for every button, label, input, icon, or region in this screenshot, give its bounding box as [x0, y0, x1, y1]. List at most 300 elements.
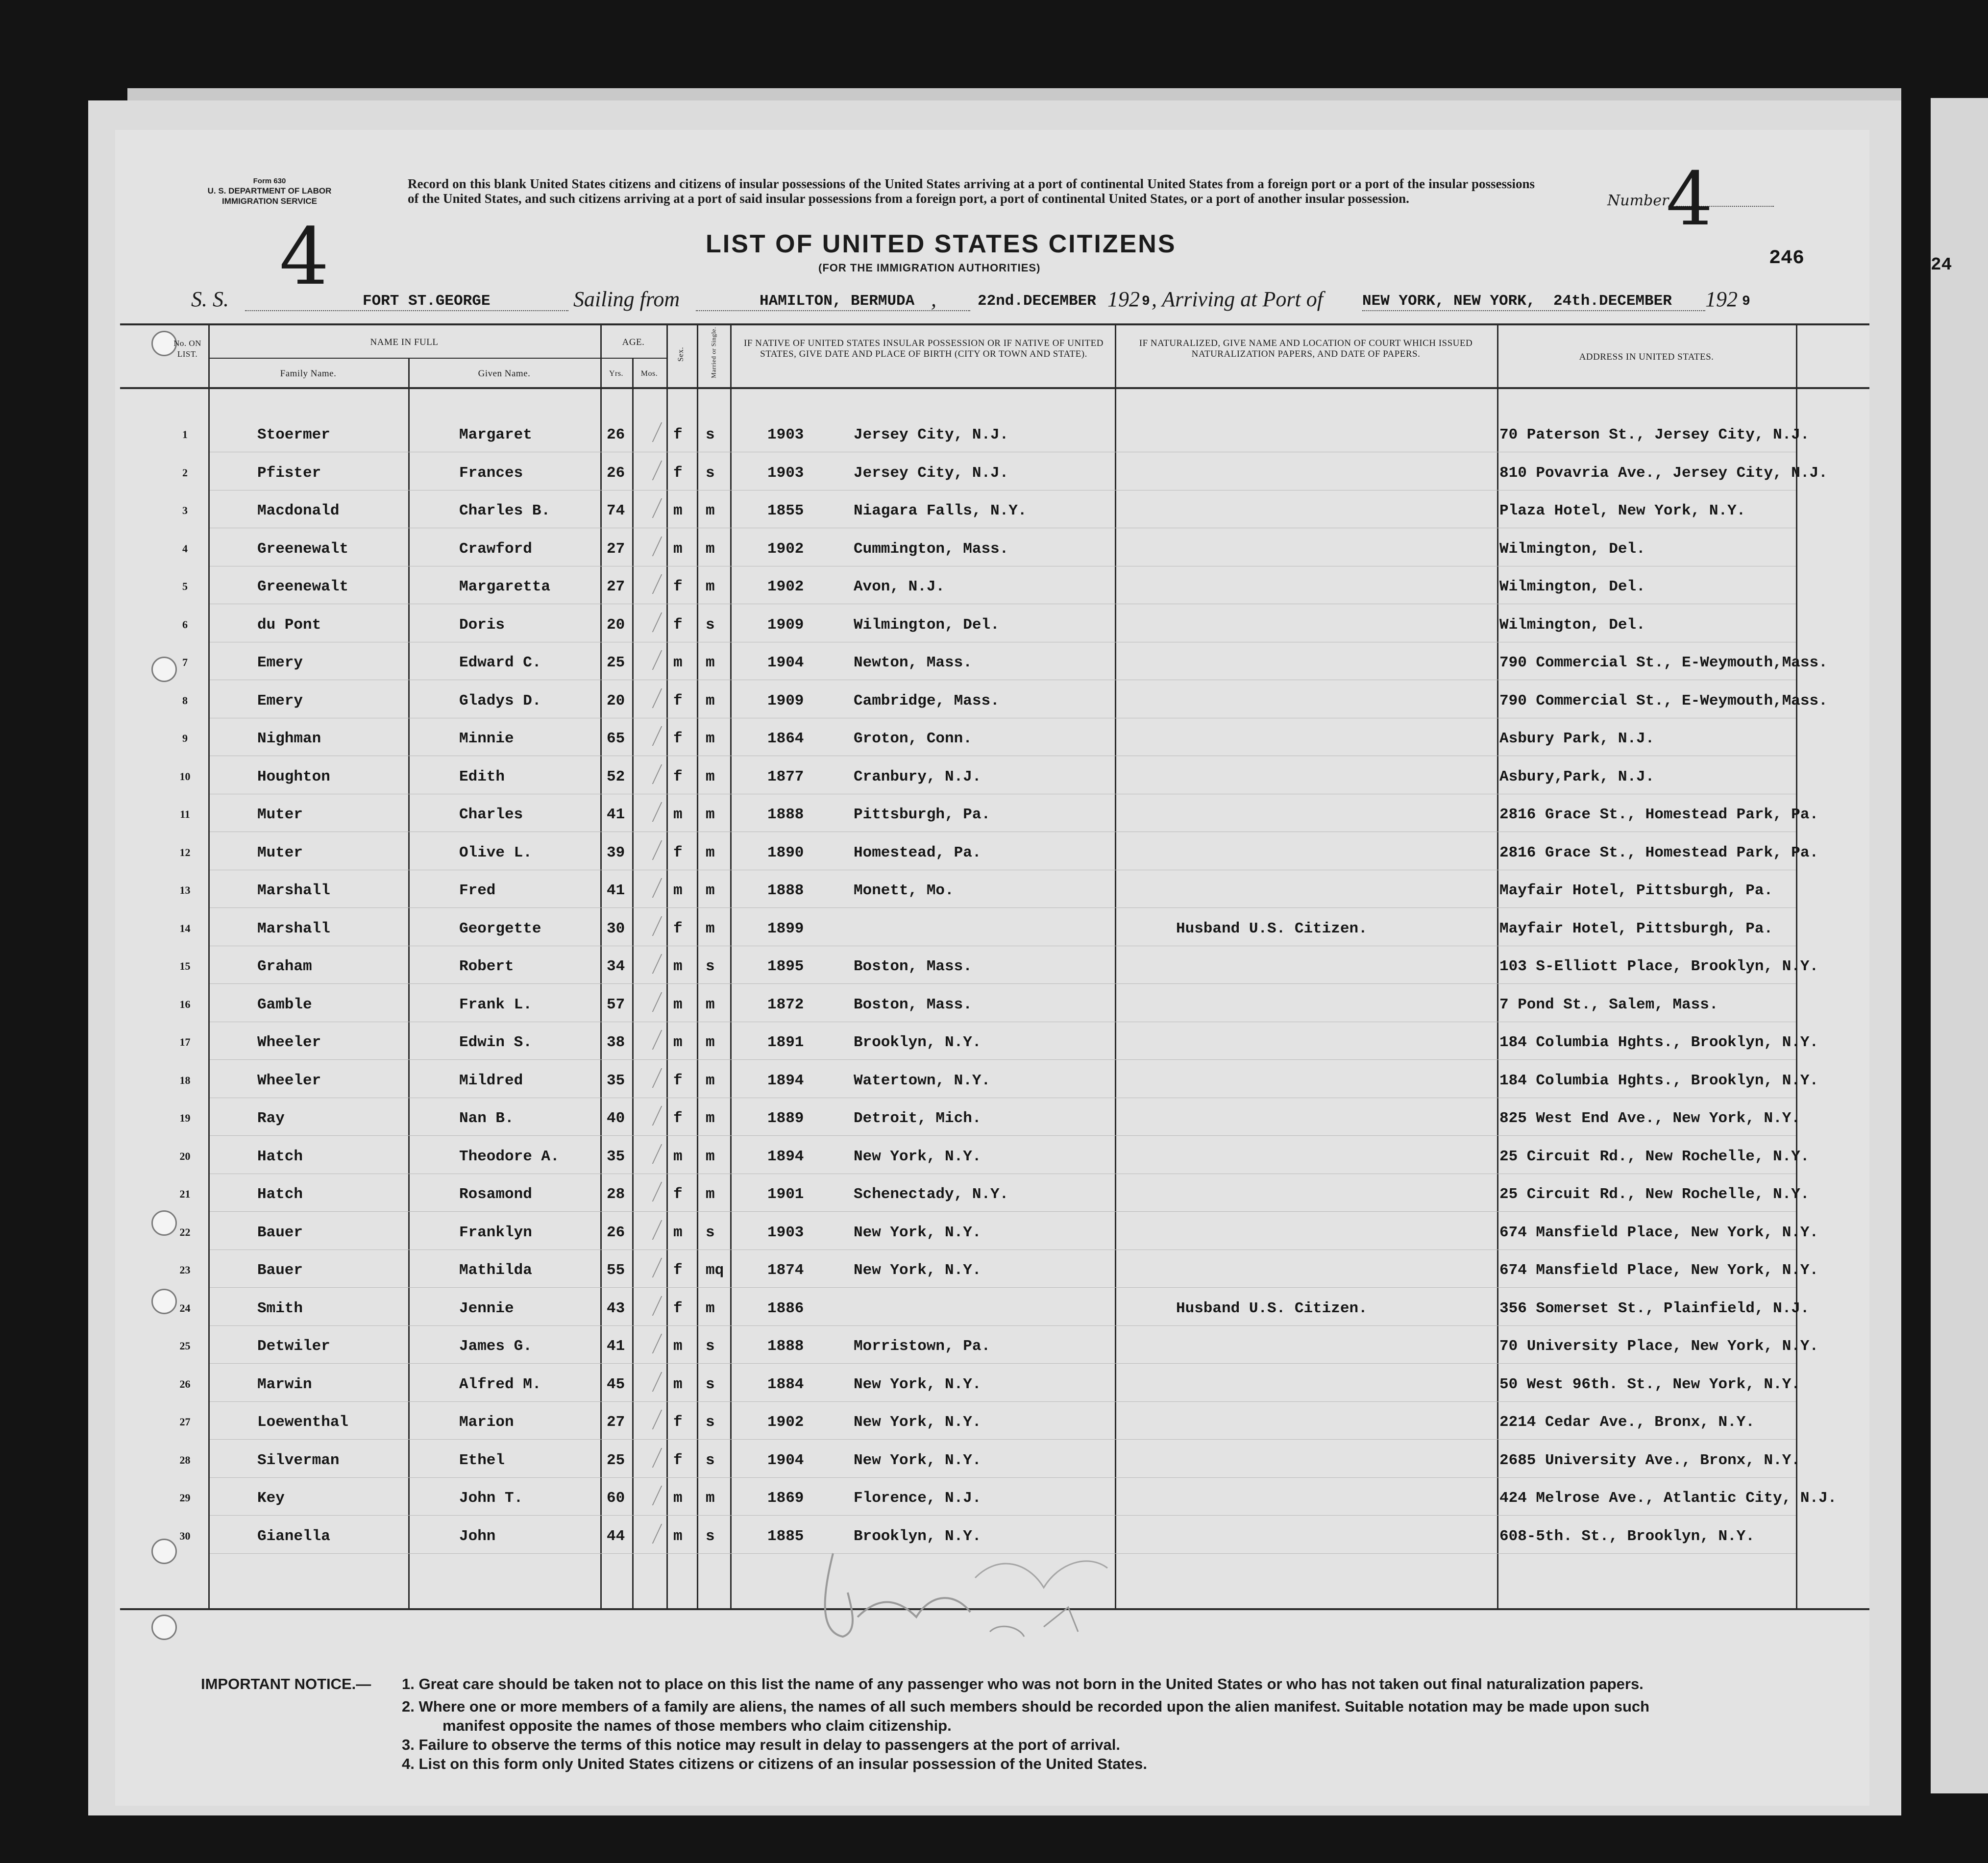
- family-name: Bauer: [257, 1262, 303, 1279]
- arriving-label: , Arriving at Port of: [1152, 287, 1323, 311]
- notice-item-4: 4. List on this form only United States citizens or citizens of an insular possession of the United States.: [402, 1755, 1147, 1772]
- row-divider: [210, 907, 1796, 908]
- row-number: 7: [182, 656, 188, 668]
- given-name: Edwin S.: [459, 1034, 532, 1051]
- given-name: Crawford: [459, 540, 532, 558]
- sex: f: [673, 692, 683, 710]
- given-name: Franklyn: [459, 1224, 532, 1241]
- form-number: Form 630: [253, 177, 286, 185]
- birth-year: 1909: [767, 692, 804, 710]
- age-years: 34: [607, 958, 625, 975]
- birth-place: Boston, Mass.: [854, 958, 972, 975]
- col-header-yrs: Yrs.: [609, 369, 624, 378]
- address: 790 Commercial St., E-Weymouth,Mass.: [1499, 654, 1828, 671]
- birth-place: Cummington, Mass.: [854, 540, 1009, 558]
- row-divider: [210, 1325, 1796, 1326]
- given-name: Mildred: [459, 1072, 523, 1089]
- sailing-label: Sailing from: [573, 287, 680, 311]
- row-divider: [210, 1211, 1796, 1212]
- family-name: Key: [257, 1490, 285, 1507]
- row-number: 12: [179, 846, 191, 858]
- age-years: 65: [607, 730, 625, 747]
- age-years: 41: [607, 882, 625, 899]
- handwritten-annotation: [813, 1534, 1117, 1651]
- col-divider: [1497, 324, 1498, 1609]
- marital-status: m: [706, 1034, 715, 1051]
- address: Plaza Hotel, New York, N.Y.: [1499, 502, 1746, 519]
- given-name: Frank L.: [459, 996, 532, 1013]
- handwritten-list-number: 4: [279, 211, 329, 302]
- row-divider: [210, 983, 1796, 984]
- marital-status: s: [706, 1451, 715, 1469]
- birth-year: 1888: [767, 806, 804, 823]
- birth-place: Homestead, Pa.: [854, 844, 982, 861]
- birth-year: 1884: [767, 1375, 804, 1393]
- row-number: 2: [182, 466, 188, 479]
- punch-hole: [151, 1539, 177, 1564]
- birth-year: 1895: [767, 958, 804, 975]
- birth-place: Schenectady, N.Y.: [854, 1186, 1009, 1203]
- given-name: Minnie: [459, 730, 514, 747]
- birth-year: 1874: [767, 1262, 804, 1279]
- departure-year-prefix: 192: [1107, 287, 1140, 311]
- number-label: Number: [1607, 192, 1669, 209]
- row-divider: [210, 1401, 1796, 1402]
- row-number: 11: [180, 808, 190, 820]
- marital-status: m: [706, 920, 715, 937]
- row-number: 18: [179, 1074, 191, 1086]
- birth-year: 1899: [767, 920, 804, 937]
- col-header-address: ADDRESS IN UNITED STATES.: [1579, 352, 1714, 362]
- service-label: IMMIGRATION SERVICE: [222, 196, 317, 206]
- given-name: Fred: [459, 882, 496, 899]
- given-name: Gladys D.: [459, 692, 541, 710]
- age-years: 20: [607, 616, 625, 634]
- address: 184 Columbia Hghts., Brooklyn, N.Y.: [1499, 1072, 1819, 1089]
- notice-heading: IMPORTANT NOTICE.—: [201, 1675, 371, 1692]
- address: 2685 University Ave., Bronx, N.Y.: [1499, 1451, 1800, 1469]
- family-name: Smith: [257, 1299, 303, 1317]
- sex: m: [673, 1375, 683, 1393]
- arrival-port: NEW YORK, NEW YORK,: [1362, 293, 1536, 310]
- age-years: 27: [607, 578, 625, 595]
- marital-status: s: [706, 464, 715, 482]
- col-header-sex: Sex.: [677, 347, 685, 362]
- given-name: Nan B.: [459, 1110, 514, 1127]
- birth-place: New York, N.Y.: [854, 1262, 982, 1279]
- table-top-border: [120, 323, 1869, 325]
- departure-date: 22nd.DECEMBER: [978, 293, 1096, 310]
- row-number: 5: [182, 580, 188, 592]
- address: 50 West 96th. St., New York, N.Y.: [1499, 1375, 1800, 1393]
- address: 810 Povavria Ave., Jersey City, N.J.: [1499, 464, 1828, 482]
- row-number: 16: [179, 998, 191, 1010]
- row-number: 23: [179, 1264, 191, 1276]
- row-number: 27: [179, 1416, 191, 1428]
- age-years: 35: [607, 1072, 625, 1089]
- birth-year: 1891: [767, 1034, 804, 1051]
- age-years: 26: [607, 1224, 625, 1241]
- given-name: Charles: [459, 806, 523, 823]
- row-number: 13: [179, 884, 191, 896]
- birth-place: Pittsburgh, Pa.: [854, 806, 991, 823]
- address: 103 S-Elliott Place, Brooklyn, N.Y.: [1499, 958, 1819, 975]
- sex: m: [673, 654, 683, 671]
- birth-place: Cambridge, Mass.: [854, 692, 1000, 710]
- marital-status: m: [706, 1299, 715, 1317]
- address: Asbury,Park, N.J.: [1499, 768, 1655, 785]
- age-years: 30: [607, 920, 625, 937]
- family-name: Hatch: [257, 1148, 303, 1165]
- row-number: 21: [179, 1188, 191, 1200]
- marital-status: s: [706, 1224, 715, 1241]
- family-name: Greenewalt: [257, 540, 349, 558]
- row-divider: [210, 1135, 1796, 1136]
- marital-status: m: [706, 654, 715, 671]
- family-name: Muter: [257, 806, 303, 823]
- address: 790 Commercial St., E-Weymouth,Mass.: [1499, 692, 1828, 710]
- address: 2816 Grace St., Homestead Park, Pa.: [1499, 844, 1819, 861]
- family-name: Detwiler: [257, 1338, 330, 1355]
- marital-status: m: [706, 730, 715, 747]
- row-number: 4: [182, 542, 188, 555]
- row-number: 22: [179, 1226, 191, 1238]
- family-name: Wheeler: [257, 1034, 321, 1051]
- family-name: Loewenthal: [257, 1414, 349, 1431]
- sex: m: [673, 882, 683, 899]
- family-name: Macdonald: [257, 502, 340, 519]
- row-number: 29: [179, 1492, 191, 1504]
- marital-status: m: [706, 1110, 715, 1127]
- birth-place: New York, N.Y.: [854, 1375, 982, 1393]
- comma: ,: [931, 287, 936, 311]
- given-name: Edith: [459, 768, 505, 785]
- family-name: Marwin: [257, 1375, 312, 1393]
- sex: f: [673, 616, 683, 634]
- marital-status: mq: [706, 1262, 724, 1279]
- birth-year: 1855: [767, 502, 804, 519]
- birth-year: 1885: [767, 1527, 804, 1545]
- birth-year: 1902: [767, 540, 804, 558]
- row-divider: [210, 1287, 1796, 1288]
- col-header-age: AGE.: [622, 337, 645, 347]
- age-years: 60: [607, 1490, 625, 1507]
- sex: m: [673, 502, 683, 519]
- marital-status: s: [706, 616, 715, 634]
- sex: m: [673, 1224, 683, 1241]
- address: Mayfair Hotel, Pittsburgh, Pa.: [1499, 882, 1773, 899]
- sex: f: [673, 844, 683, 861]
- age-years: 27: [607, 1414, 625, 1431]
- marital-status: m: [706, 844, 715, 861]
- marital-status: m: [706, 502, 715, 519]
- age-years: 55: [607, 1262, 625, 1279]
- sex: f: [673, 1451, 683, 1469]
- birth-year: 1869: [767, 1490, 804, 1507]
- ss-label: S. S.: [191, 287, 229, 311]
- col-header-family: Family Name.: [280, 368, 337, 379]
- family-name: Gianella: [257, 1527, 330, 1545]
- row-number: 24: [179, 1301, 191, 1314]
- row-number: 19: [179, 1112, 191, 1124]
- edge-page-stamp: 24: [1931, 255, 1952, 275]
- birth-year: 1901: [767, 1186, 804, 1203]
- row-number: 9: [182, 732, 188, 744]
- punch-hole: [151, 1615, 177, 1640]
- birth-place: New York, N.Y.: [854, 1451, 982, 1469]
- address: 2214 Cedar Ave., Bronx, N.Y.: [1499, 1414, 1755, 1431]
- family-name: Gamble: [257, 996, 312, 1013]
- row-number: 17: [179, 1036, 191, 1048]
- address: 356 Somerset St., Plainfield, N.J.: [1499, 1299, 1810, 1317]
- birth-year: 1902: [767, 1414, 804, 1431]
- form-instructions: Record on this blank United States citizens and citizens of insular possessions of the United States arriving at a port of continental United States from a foreign port or a port of the insular possessions of the United States, and such citizens arriving at a port of said insular possessions from a foreign port, a port of continental United States, or a port of another insular possession.: [408, 176, 1535, 206]
- address: 70 University Place, New York, N.Y.: [1499, 1338, 1819, 1355]
- given-name: Frances: [459, 464, 523, 482]
- table-header-rule: [120, 387, 1869, 389]
- address: 424 Melrose Ave., Atlantic City, N.J.: [1499, 1490, 1837, 1507]
- marital-status: m: [706, 1148, 715, 1165]
- arrival-year-digit: 9: [1742, 294, 1750, 309]
- sex: m: [673, 1527, 683, 1545]
- sex: f: [673, 1414, 683, 1431]
- family-name: Hatch: [257, 1186, 303, 1203]
- given-name: Robert: [459, 958, 514, 975]
- from-underline: [696, 310, 970, 311]
- birth-place: Boston, Mass.: [854, 996, 972, 1013]
- address: 70 Paterson St., Jersey City, N.J.: [1499, 426, 1810, 443]
- age-years: 45: [607, 1375, 625, 1393]
- name-subheader-rule: [208, 358, 649, 359]
- address: 674 Mansfield Place, New York, N.Y.: [1499, 1224, 1819, 1241]
- row-number: 26: [179, 1377, 191, 1390]
- given-name: Rosamond: [459, 1186, 532, 1203]
- family-name: Silverman: [257, 1451, 340, 1469]
- sex: f: [673, 768, 683, 785]
- birth-year: 1903: [767, 464, 804, 482]
- birth-year: 1904: [767, 654, 804, 671]
- birth-place: Morristown, Pa.: [854, 1338, 991, 1355]
- row-number: 10: [179, 770, 191, 783]
- address: 608-5th. St., Brooklyn, N.Y.: [1499, 1527, 1755, 1545]
- birth-year: 1902: [767, 578, 804, 595]
- given-name: Marion: [459, 1414, 514, 1431]
- address: Asbury Park, N.J.: [1499, 730, 1655, 747]
- row-divider: [210, 1515, 1796, 1516]
- age-years: 25: [607, 1451, 625, 1469]
- marital-status: s: [706, 1375, 715, 1393]
- given-name: Mathilda: [459, 1262, 532, 1279]
- family-name: Ray: [257, 1110, 285, 1127]
- row-number: 25: [179, 1340, 191, 1352]
- department-label: U. S. DEPARTMENT OF LABOR: [207, 186, 332, 196]
- row-divider: [210, 1477, 1796, 1478]
- family-name: Wheeler: [257, 1072, 321, 1089]
- given-name: Edward C.: [459, 654, 541, 671]
- age-years: 26: [607, 426, 625, 443]
- age-years: 26: [607, 464, 625, 482]
- age-years: 44: [607, 1527, 625, 1545]
- sex: f: [673, 426, 683, 443]
- birth-year: 1888: [767, 882, 804, 899]
- birth-place: Cranbury, N.J.: [854, 768, 982, 785]
- col-header-naturalized: IF NATURALIZED, GIVE NAME AND LOCATION OF COURT WHICH ISSUED NATURALIZATION PAPERS, AND DATE OF PAPERS.: [1139, 338, 1473, 359]
- birth-year: 1877: [767, 768, 804, 785]
- given-name: Olive L.: [459, 844, 532, 861]
- sex: f: [673, 464, 683, 482]
- birth-place: New York, N.Y.: [854, 1224, 982, 1241]
- marital-status: m: [706, 768, 715, 785]
- marital-status: s: [706, 426, 715, 443]
- row-number: 6: [182, 618, 188, 631]
- marital-status: m: [706, 1186, 715, 1203]
- col-divider: [208, 324, 210, 1609]
- col-divider: [697, 324, 698, 1609]
- birth-place: Brooklyn, N.Y.: [854, 1527, 982, 1545]
- sex: m: [673, 540, 683, 558]
- col-divider: [1115, 324, 1116, 1609]
- col-header-given: Given Name.: [478, 368, 531, 379]
- family-name: du Pont: [257, 616, 321, 634]
- col-divider: [600, 324, 602, 1609]
- age-years: 39: [607, 844, 625, 861]
- address: 25 Circuit Rd., New Rochelle, N.Y.: [1499, 1148, 1810, 1165]
- given-name: Ethel: [459, 1451, 505, 1469]
- address: 825 West End Ave., New York, N.Y.: [1499, 1110, 1800, 1127]
- row-number: 30: [179, 1529, 191, 1542]
- birth-place: Detroit, Mich.: [854, 1110, 982, 1127]
- col-divider: [666, 324, 668, 1609]
- given-name: Alfred M.: [459, 1375, 541, 1393]
- col-divider: [730, 324, 732, 1609]
- given-name: Doris: [459, 616, 505, 634]
- birth-year: 1894: [767, 1072, 804, 1089]
- marital-status: m: [706, 578, 715, 595]
- col-header-mos: Mos.: [640, 369, 658, 378]
- page-title: LIST OF UNITED STATES CITIZENS: [706, 230, 1177, 258]
- family-name: Graham: [257, 958, 312, 975]
- naturalization-note: Husband U.S. Citizen.: [1176, 1299, 1368, 1317]
- sex: f: [673, 1110, 683, 1127]
- birth-year: 1894: [767, 1148, 804, 1165]
- sex: m: [673, 1338, 683, 1355]
- address: Wilmington, Del.: [1499, 540, 1645, 558]
- birth-year: 1903: [767, 1224, 804, 1241]
- age-years: 43: [607, 1299, 625, 1317]
- notice-item-2: 2. Where one or more members of a family are aliens, the names of all such members should be recorded upon the alien manifest. Suitable notation may be made upon such: [402, 1698, 1650, 1715]
- row-divider: [210, 1363, 1796, 1364]
- birth-place: Avon, N.J.: [854, 578, 945, 595]
- birth-year: 1904: [767, 1451, 804, 1469]
- sex: f: [673, 920, 683, 937]
- address: 674 Mansfield Place, New York, N.Y.: [1499, 1262, 1819, 1279]
- birth-place: Jersey City, N.J.: [854, 464, 1009, 482]
- row-divider: [210, 1059, 1796, 1060]
- row-number: 3: [182, 504, 188, 516]
- birth-year: 1864: [767, 730, 804, 747]
- address: Wilmington, Del.: [1499, 578, 1645, 595]
- family-name: Houghton: [257, 768, 330, 785]
- address: Wilmington, Del.: [1499, 616, 1645, 634]
- age-years: 20: [607, 692, 625, 710]
- family-name: Nighman: [257, 730, 321, 747]
- birth-place: New York, N.Y.: [854, 1414, 982, 1431]
- row-number: 28: [179, 1453, 191, 1466]
- arrival-year-prefix: 192: [1705, 287, 1738, 311]
- col-header-no: No. ON LIST.: [173, 339, 201, 359]
- family-name: Marshall: [257, 882, 330, 899]
- marital-status: m: [706, 1490, 715, 1507]
- birth-year: 1886: [767, 1299, 804, 1317]
- row-number: 20: [179, 1150, 191, 1162]
- birth-place: Florence, N.J.: [854, 1490, 982, 1507]
- age-years: 57: [607, 996, 625, 1013]
- sex: m: [673, 1034, 683, 1051]
- birth-place: New York, N.Y.: [854, 1148, 982, 1165]
- age-years: 74: [607, 502, 625, 519]
- given-name: Margaret: [459, 426, 532, 443]
- address: Mayfair Hotel, Pittsburgh, Pa.: [1499, 920, 1773, 937]
- birth-year: 1888: [767, 1338, 804, 1355]
- sex: m: [673, 996, 683, 1013]
- row-divider: [210, 1439, 1796, 1440]
- age-years: 38: [607, 1034, 625, 1051]
- marital-status: m: [706, 540, 715, 558]
- birth-place: Watertown, N.Y.: [854, 1072, 991, 1089]
- birth-year: 1903: [767, 426, 804, 443]
- age-years: 27: [607, 540, 625, 558]
- age-years: 41: [607, 806, 625, 823]
- marital-status: m: [706, 882, 715, 899]
- port-underline: [1362, 310, 1705, 311]
- row-number: 1: [182, 428, 188, 441]
- sex: f: [673, 1299, 683, 1317]
- birth-place: Jersey City, N.J.: [854, 426, 1009, 443]
- sex: f: [673, 1072, 683, 1089]
- given-name: Jennie: [459, 1299, 514, 1317]
- given-name: Charles B.: [459, 502, 551, 519]
- ship-underline: [245, 310, 568, 311]
- family-name: Pfister: [257, 464, 321, 482]
- address: 25 Circuit Rd., New Rochelle, N.Y.: [1499, 1186, 1810, 1203]
- birth-place: Wilmington, Del.: [854, 616, 1000, 634]
- notice-item-1: 1. Great care should be taken not to place on this list the name of any passenger who was not born in the United States or who has not taken out final naturalization papers.: [402, 1675, 1644, 1692]
- age-years: 52: [607, 768, 625, 785]
- family-name: Marshall: [257, 920, 330, 937]
- birth-place: Groton, Conn.: [854, 730, 972, 747]
- birth-year: 1890: [767, 844, 804, 861]
- page-subtitle: (FOR THE IMMIGRATION AUTHORITIES): [818, 262, 1041, 274]
- row-number: 15: [179, 960, 191, 972]
- col-header-native: IF NATIVE OF UNITED STATES INSULAR POSSESSION OR IF NATIVE OF UNITED STATES, GIVE DATE AND PLACE OF BIRTH (CITY OR TOWN AND STATE).: [744, 338, 1104, 359]
- sex: f: [673, 578, 683, 595]
- row-number: 8: [182, 694, 188, 707]
- marital-status: s: [706, 1338, 715, 1355]
- address: 7 Pond St., Salem, Mass.: [1499, 996, 1718, 1013]
- marital-status: s: [706, 958, 715, 975]
- birth-place: Newton, Mass.: [854, 654, 972, 671]
- family-name: Stoermer: [257, 426, 330, 443]
- naturalization-note: Husband U.S. Citizen.: [1176, 920, 1368, 937]
- birth-place: Monett, Mo.: [854, 882, 954, 899]
- age-years: 40: [607, 1110, 625, 1127]
- arrival-date: 24th.DECEMBER: [1553, 293, 1672, 310]
- age-years: 25: [607, 654, 625, 671]
- marital-status: m: [706, 996, 715, 1013]
- given-name: John T.: [459, 1490, 523, 1507]
- birth-place: Brooklyn, N.Y.: [854, 1034, 982, 1051]
- handwritten-number: 4: [1666, 157, 1713, 242]
